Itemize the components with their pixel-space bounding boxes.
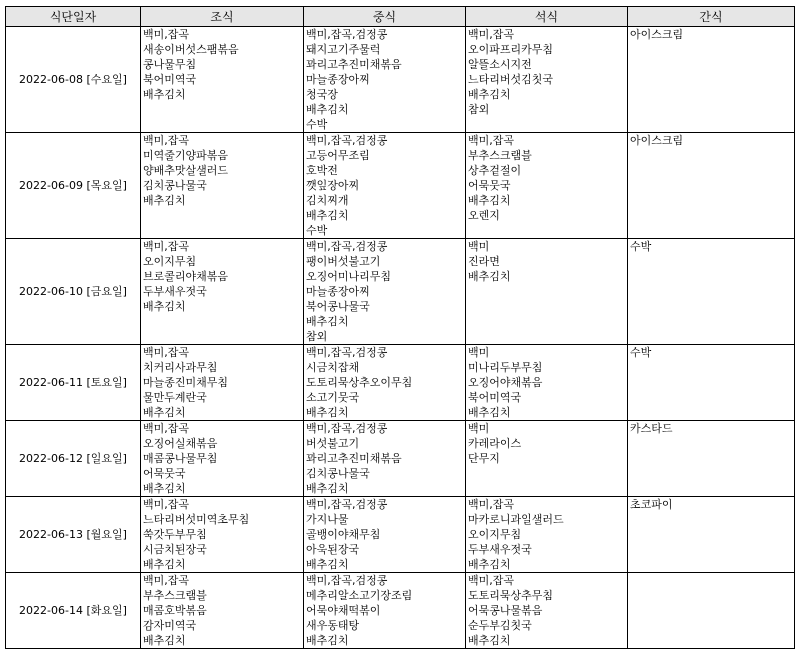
lunch-cell <box>304 497 466 573</box>
breakfast-cell <box>141 421 304 497</box>
menu-item: 백미 <box>468 346 490 359</box>
date-cell: 2022-06-09 [목요일] <box>6 133 141 239</box>
menu-item: 소고기뭇국 <box>306 391 360 404</box>
menu-item: 백미,잡곡,검정콩 <box>306 134 388 147</box>
menu-item: 백미,잡곡 <box>143 346 190 359</box>
breakfast-cell <box>141 497 304 573</box>
menu-item: 수박 <box>306 224 328 237</box>
menu-item: 배추김치 <box>143 88 186 101</box>
date-cell: 2022-06-08 [수요일] <box>6 27 141 133</box>
lunch-cell <box>304 421 466 497</box>
menu-item: 아이스크림 <box>630 28 684 41</box>
menu-item: 백미,잡곡,검정콩 <box>306 498 388 511</box>
menu-item: 순두부김칫국 <box>468 619 532 632</box>
menu-item: 새우동태탕 <box>306 619 360 632</box>
breakfast-cell <box>141 239 304 345</box>
menu-item: 매콤호박볶음 <box>143 604 207 617</box>
menu-item: 느타리버섯김칫국 <box>468 73 554 86</box>
snack-cell <box>628 573 795 649</box>
menu-item: 청국장 <box>306 88 338 101</box>
menu-item: 마카로니과일샐러드 <box>468 513 564 526</box>
date-cell: 2022-06-14 [화요일] <box>6 573 141 649</box>
snack-cell <box>628 421 795 497</box>
menu-item: 백미,잡곡,검정콩 <box>306 574 388 587</box>
menu-item: 골뱅이야채무침 <box>306 528 381 541</box>
menu-item: 팽이버섯불고기 <box>306 255 381 268</box>
menu-item: 백미,잡곡 <box>143 498 190 511</box>
menu-item: 도토리묵상추오이무침 <box>306 376 413 389</box>
lunch-cell <box>304 133 466 239</box>
menu-item: 백미,잡곡,검정콩 <box>306 346 388 359</box>
menu-item: 어묵뭇국 <box>143 467 186 480</box>
menu-item: 백미,잡곡 <box>143 240 190 253</box>
dinner-cell <box>466 497 628 573</box>
header-date: 식단일자 <box>6 7 141 27</box>
menu-item: 백미,잡곡 <box>143 574 190 587</box>
menu-item: 백미 <box>468 240 490 253</box>
menu-item: 고등어무조림 <box>306 149 370 162</box>
lunch-cell <box>304 573 466 649</box>
menu-item: 북어미역국 <box>143 73 197 86</box>
menu-item: 꽈리고추진미채볶음 <box>306 58 402 71</box>
dinner-cell <box>466 27 628 133</box>
menu-item: 백미,잡곡,검정콩 <box>306 240 388 253</box>
table-row <box>6 345 795 421</box>
menu-item: 김치콩나물국 <box>306 467 370 480</box>
menu-item: 마늘종장아찌 <box>306 285 370 298</box>
menu-item: 브로콜리야채볶음 <box>143 270 229 283</box>
menu-item: 오이지무침 <box>468 528 522 541</box>
menu-item: 상추겉절이 <box>468 164 522 177</box>
menu-item: 배추김치 <box>306 634 349 647</box>
menu-item: 초코파이 <box>630 498 673 511</box>
header-dinner: 석식 <box>466 7 628 27</box>
menu-item: 배추김치 <box>468 406 511 419</box>
menu-item: 버섯불고기 <box>306 437 360 450</box>
menu-item: 진라면 <box>468 255 500 268</box>
menu-item: 배추김치 <box>143 558 186 571</box>
menu-item: 배추김치 <box>468 194 511 207</box>
menu-item: 콩나물무침 <box>143 58 197 71</box>
menu-item: 배추김치 <box>306 482 349 495</box>
menu-item: 카스타드 <box>630 422 673 435</box>
menu-item: 호박전 <box>306 164 338 177</box>
menu-item: 시금치된장국 <box>143 543 207 556</box>
menu-item: 어묵콩나물볶음 <box>468 604 543 617</box>
dinner-cell <box>466 421 628 497</box>
snack-cell <box>628 133 795 239</box>
lunch-cell <box>304 27 466 133</box>
menu-item: 배추김치 <box>306 315 349 328</box>
menu-item: 배추김치 <box>306 209 349 222</box>
menu-item: 오징어야채볶음 <box>468 376 543 389</box>
meal-schedule-table <box>5 6 795 649</box>
menu-item: 배추김치 <box>306 558 349 571</box>
date-cell: 2022-06-12 [일요일] <box>6 421 141 497</box>
menu-item: 수박 <box>306 118 328 131</box>
menu-item: 시금치잡채 <box>306 361 360 374</box>
menu-item: 미역줄기양파볶음 <box>143 149 229 162</box>
dinner-cell <box>466 345 628 421</box>
menu-item: 미나리두부무침 <box>468 361 543 374</box>
menu-item: 수박 <box>630 240 652 253</box>
breakfast-cell <box>141 133 304 239</box>
menu-item: 양배추맛살샐러드 <box>143 164 229 177</box>
menu-item: 가지나물 <box>306 513 349 526</box>
dinner-cell <box>466 133 628 239</box>
table-row <box>6 497 795 573</box>
menu-item: 백미,잡곡 <box>468 498 515 511</box>
menu-item: 백미,잡곡 <box>468 574 515 587</box>
menu-item: 오이지무침 <box>143 255 197 268</box>
table-row <box>6 573 795 649</box>
menu-item: 배추김치 <box>143 406 186 419</box>
menu-item: 배추김치 <box>468 634 511 647</box>
breakfast-cell <box>141 345 304 421</box>
menu-item: 부추스크램블 <box>143 589 207 602</box>
menu-item: 배추김치 <box>306 103 349 116</box>
table-row <box>6 239 795 345</box>
date-cell: 2022-06-11 [토요일] <box>6 345 141 421</box>
menu-item: 오렌지 <box>468 209 500 222</box>
menu-item: 물만두계란국 <box>143 391 207 404</box>
menu-item: 꽈리고추진미채볶음 <box>306 452 402 465</box>
table-body <box>6 27 795 649</box>
header-snack: 간식 <box>628 7 795 27</box>
menu-item: 도토리묵상추무침 <box>468 589 554 602</box>
menu-item: 메추리알소고기장조림 <box>306 589 413 602</box>
menu-item: 깻잎장아찌 <box>306 179 360 192</box>
table-row <box>6 421 795 497</box>
menu-item: 배추김치 <box>468 88 511 101</box>
menu-item: 참외 <box>468 103 490 116</box>
snack-cell <box>628 345 795 421</box>
menu-item: 단무지 <box>468 452 500 465</box>
dinner-cell <box>466 573 628 649</box>
menu-item: 오징어미나리무침 <box>306 270 392 283</box>
breakfast-cell <box>141 27 304 133</box>
snack-cell <box>628 239 795 345</box>
menu-item: 배추김치 <box>306 406 349 419</box>
snack-cell <box>628 497 795 573</box>
table-row <box>6 133 795 239</box>
lunch-cell <box>304 345 466 421</box>
header-lunch: 중식 <box>304 7 466 27</box>
menu-item: 백미,잡곡 <box>143 134 190 147</box>
snack-cell <box>628 27 795 133</box>
menu-item: 치커리사과무침 <box>143 361 218 374</box>
menu-item: 아욱된장국 <box>306 543 360 556</box>
menu-item: 카레라이스 <box>468 437 522 450</box>
menu-item: 백미,잡곡 <box>143 422 190 435</box>
menu-item: 쑥갓두부무침 <box>143 528 207 541</box>
header-row <box>6 7 795 27</box>
menu-item: 배추김치 <box>143 300 186 313</box>
lunch-cell <box>304 239 466 345</box>
menu-item: 배추김치 <box>468 270 511 283</box>
menu-item: 백미,잡곡 <box>143 28 190 41</box>
menu-item: 배추김치 <box>468 558 511 571</box>
menu-item: 어묵야채떡볶이 <box>306 604 381 617</box>
menu-item: 김치찌개 <box>306 194 349 207</box>
menu-item: 백미,잡곡,검정콩 <box>306 422 388 435</box>
menu-item: 어묵뭇국 <box>468 179 511 192</box>
menu-item: 두부새우젓국 <box>143 285 207 298</box>
menu-item: 북어콩나물국 <box>306 300 370 313</box>
menu-item: 백미,잡곡 <box>468 28 515 41</box>
menu-item: 마늘종진미채무침 <box>143 376 229 389</box>
date-cell: 2022-06-10 [금요일] <box>6 239 141 345</box>
menu-item: 부추스크램블 <box>468 149 532 162</box>
date-cell: 2022-06-13 [월요일] <box>6 497 141 573</box>
menu-item: 돼지고기주물럭 <box>306 43 381 56</box>
menu-item: 배추김치 <box>143 634 186 647</box>
menu-item: 김치콩나물국 <box>143 179 207 192</box>
menu-item: 마늘종장아찌 <box>306 73 370 86</box>
menu-item: 오이파프리카무침 <box>468 43 554 56</box>
menu-item: 매콤콩나물무침 <box>143 452 218 465</box>
menu-item: 백미,잡곡 <box>468 134 515 147</box>
menu-item: 배추김치 <box>143 194 186 207</box>
menu-item: 알뜰소시지전 <box>468 58 532 71</box>
menu-item: 백미,잡곡,검정콩 <box>306 28 388 41</box>
menu-item: 북어미역국 <box>468 391 522 404</box>
menu-item: 배추김치 <box>143 482 186 495</box>
menu-item: 두부새우젓국 <box>468 543 532 556</box>
menu-item: 백미 <box>468 422 490 435</box>
menu-item: 새송이버섯스팸볶음 <box>143 43 239 56</box>
menu-item: 아이스크림 <box>630 134 684 147</box>
menu-item: 감자미역국 <box>143 619 197 632</box>
header-breakfast: 조식 <box>141 7 304 27</box>
menu-item: 참외 <box>306 330 328 343</box>
breakfast-cell <box>141 573 304 649</box>
menu-item: 느타리버섯미역초무침 <box>143 513 250 526</box>
table-row <box>6 27 795 133</box>
dinner-cell <box>466 239 628 345</box>
menu-item: 수박 <box>630 346 652 359</box>
menu-item: 오징어실채볶음 <box>143 437 218 450</box>
